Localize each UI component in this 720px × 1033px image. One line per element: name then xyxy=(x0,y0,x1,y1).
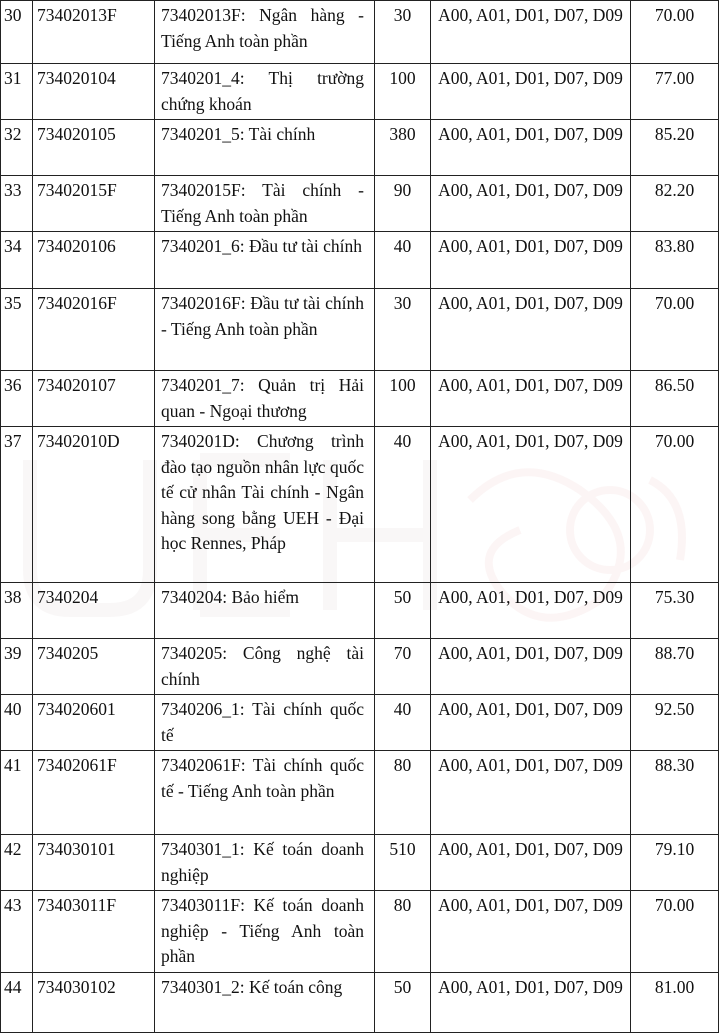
major-name-cell: 7340201_6: Đầu tư tài chính xyxy=(155,232,375,289)
quota-cell: 380 xyxy=(375,120,431,176)
row-number-cell: 30 xyxy=(1,1,33,64)
table-row xyxy=(1,583,719,639)
quota-cell: 100 xyxy=(375,64,431,120)
subject-combination-cell: A00, A01, D01, D07, D09 xyxy=(431,891,631,973)
quota-cell: 70 xyxy=(375,639,431,695)
admission-score-cell: 70.00 xyxy=(631,427,719,583)
row-number-cell: 39 xyxy=(1,639,33,695)
admission-score-cell: 88.70 xyxy=(631,639,719,695)
admission-score-cell: 81.00 xyxy=(631,973,719,1033)
quota-cell: 100 xyxy=(375,371,431,427)
row-number-cell: 31 xyxy=(1,64,33,120)
major-code-cell: 73402013F xyxy=(33,1,155,64)
major-code-cell: 7340205 xyxy=(33,639,155,695)
table-row xyxy=(1,1,719,64)
table-row xyxy=(1,120,719,176)
major-code-cell: 73402061F xyxy=(33,751,155,835)
admission-score-cell: 70.00 xyxy=(631,289,719,371)
quota-cell: 40 xyxy=(375,232,431,289)
major-code-cell: 73402016F xyxy=(33,289,155,371)
major-name-cell: 73402061F: Tài chính quốc tế - Tiếng Anh toàn phần xyxy=(155,751,375,835)
major-code-cell: 73402010D xyxy=(33,427,155,583)
admission-score-cell: 88.30 xyxy=(631,751,719,835)
table-row xyxy=(1,64,719,120)
admission-score-cell: 77.00 xyxy=(631,64,719,120)
subject-combination-cell: A00, A01, D01, D07, D09 xyxy=(431,639,631,695)
table-row xyxy=(1,371,719,427)
row-number-cell: 43 xyxy=(1,891,33,973)
subject-combination-cell: A00, A01, D01, D07, D09 xyxy=(431,835,631,891)
major-name-cell: 73402015F: Tài chính - Tiếng Anh toàn phần xyxy=(155,176,375,232)
table-body xyxy=(1,1,719,1033)
row-number-cell: 34 xyxy=(1,232,33,289)
major-code-cell: 734020107 xyxy=(33,371,155,427)
row-number-cell: 33 xyxy=(1,176,33,232)
table-row xyxy=(1,289,719,371)
subject-combination-cell: A00, A01, D01, D07, D09 xyxy=(431,232,631,289)
subject-combination-cell: A00, A01, D01, D07, D09 xyxy=(431,64,631,120)
admission-score-cell: 75.30 xyxy=(631,583,719,639)
table-row xyxy=(1,427,719,583)
table-row xyxy=(1,751,719,835)
admission-score-cell: 70.00 xyxy=(631,1,719,64)
table-row xyxy=(1,695,719,751)
quota-cell: 80 xyxy=(375,751,431,835)
major-name-cell: 73403011F: Kế toán doanh nghiệp - Tiếng Anh toàn phần xyxy=(155,891,375,973)
subject-combination-cell: A00, A01, D01, D07, D09 xyxy=(431,583,631,639)
admission-score-cell: 79.10 xyxy=(631,835,719,891)
table-row xyxy=(1,232,719,289)
table-row xyxy=(1,891,719,973)
major-name-cell: 7340201_7: Quản trị Hải quan - Ngoại thương xyxy=(155,371,375,427)
quota-cell: 50 xyxy=(375,583,431,639)
major-name-cell: 7340204: Bảo hiểm xyxy=(155,583,375,639)
subject-combination-cell: A00, A01, D01, D07, D09 xyxy=(431,695,631,751)
major-code-cell: 734030101 xyxy=(33,835,155,891)
subject-combination-cell: A00, A01, D01, D07, D09 xyxy=(431,751,631,835)
admission-score-cell: 70.00 xyxy=(631,891,719,973)
major-name-cell: 7340206_1: Tài chính quốc tế xyxy=(155,695,375,751)
quota-cell: 40 xyxy=(375,695,431,751)
major-code-cell: 73402015F xyxy=(33,176,155,232)
quota-cell: 30 xyxy=(375,289,431,371)
table-row xyxy=(1,176,719,232)
row-number-cell: 44 xyxy=(1,973,33,1033)
subject-combination-cell: A00, A01, D01, D07, D09 xyxy=(431,427,631,583)
subject-combination-cell: A00, A01, D01, D07, D09 xyxy=(431,1,631,64)
quota-cell: 510 xyxy=(375,835,431,891)
major-name-cell: 7340205: Công nghệ tài chính xyxy=(155,639,375,695)
quota-cell: 40 xyxy=(375,427,431,583)
subject-combination-cell: A00, A01, D01, D07, D09 xyxy=(431,371,631,427)
major-name-cell: 7340201D: Chương trình đào tạo nguồn nhân lực quốc tế cử nhân Tài chính - Ngân hàng song bằng UEH - Đại học Rennes, Pháp xyxy=(155,427,375,583)
row-number-cell: 38 xyxy=(1,583,33,639)
admission-score-cell: 85.20 xyxy=(631,120,719,176)
row-number-cell: 40 xyxy=(1,695,33,751)
quota-cell: 30 xyxy=(375,1,431,64)
major-code-cell: 73403011F xyxy=(33,891,155,973)
quota-cell: 80 xyxy=(375,891,431,973)
admission-score-cell: 83.80 xyxy=(631,232,719,289)
major-name-cell: 7340201_5: Tài chính xyxy=(155,120,375,176)
row-number-cell: 36 xyxy=(1,371,33,427)
major-name-cell: 73402013F: Ngân hàng - Tiếng Anh toàn phần xyxy=(155,1,375,64)
row-number-cell: 37 xyxy=(1,427,33,583)
row-number-cell: 42 xyxy=(1,835,33,891)
row-number-cell: 41 xyxy=(1,751,33,835)
quota-cell: 90 xyxy=(375,176,431,232)
major-code-cell: 734020105 xyxy=(33,120,155,176)
major-code-cell: 734020601 xyxy=(33,695,155,751)
table-row xyxy=(1,835,719,891)
subject-combination-cell: A00, A01, D01, D07, D09 xyxy=(431,120,631,176)
admission-score-cell: 86.50 xyxy=(631,371,719,427)
major-code-cell: 734030102 xyxy=(33,973,155,1033)
row-number-cell: 35 xyxy=(1,289,33,371)
row-number-cell: 32 xyxy=(1,120,33,176)
quota-cell: 50 xyxy=(375,973,431,1033)
admission-score-cell: 82.20 xyxy=(631,176,719,232)
subject-combination-cell: A00, A01, D01, D07, D09 xyxy=(431,973,631,1033)
subject-combination-cell: A00, A01, D01, D07, D09 xyxy=(431,176,631,232)
table-row xyxy=(1,973,719,1033)
major-name-cell: 7340201_4: Thị trường chứng khoán xyxy=(155,64,375,120)
major-code-cell: 734020106 xyxy=(33,232,155,289)
admission-score-cell: 92.50 xyxy=(631,695,719,751)
major-code-cell: 734020104 xyxy=(33,64,155,120)
major-code-cell: 7340204 xyxy=(33,583,155,639)
table-row xyxy=(1,639,719,695)
major-name-cell: 73402016F: Đầu tư tài chính - Tiếng Anh toàn phần xyxy=(155,289,375,371)
major-name-cell: 7340301_2: Kế toán công xyxy=(155,973,375,1033)
subject-combination-cell: A00, A01, D01, D07, D09 xyxy=(431,289,631,371)
major-name-cell: 7340301_1: Kế toán doanh nghiệp xyxy=(155,835,375,891)
